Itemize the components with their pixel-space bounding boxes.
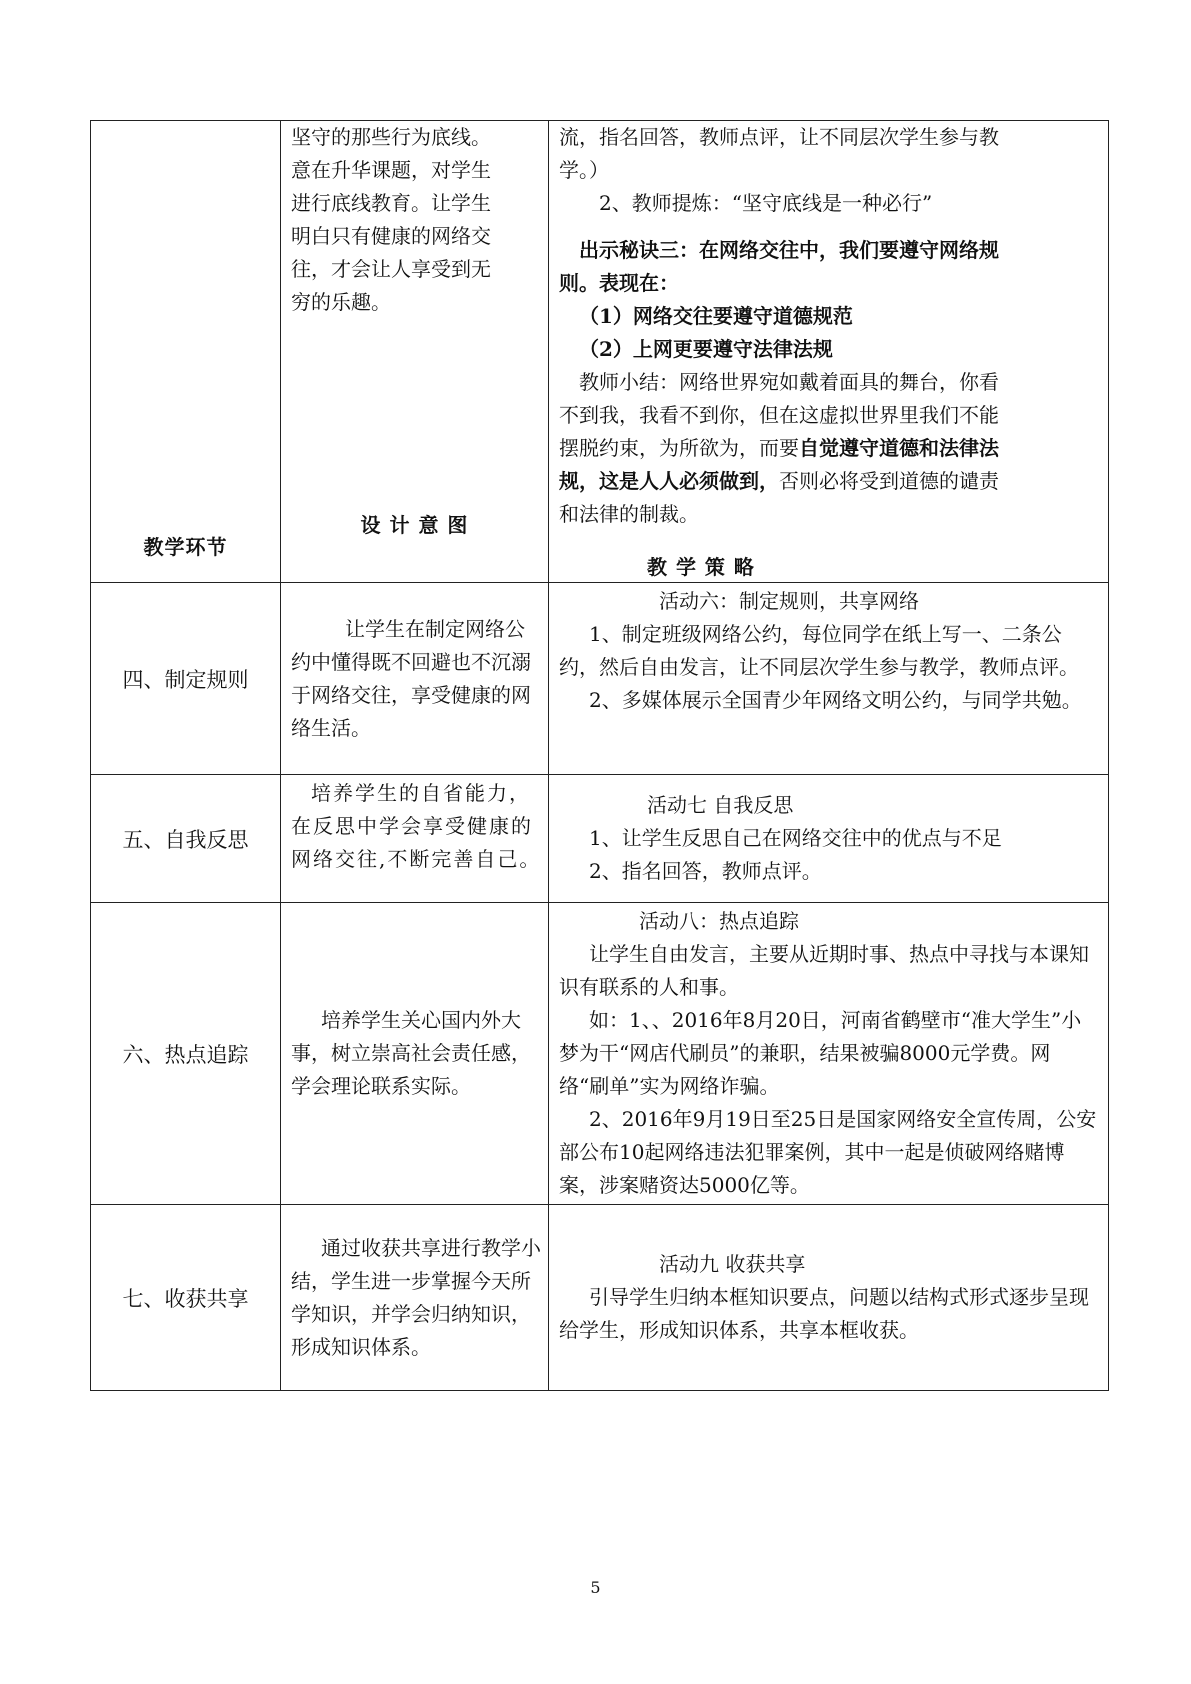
- header-intent-label: 设 计 意 图: [360, 513, 469, 537]
- strategy-line: 2、教师提炼：“坚守底线是一种必行”: [599, 191, 933, 215]
- summary-line: [559, 465, 1100, 498]
- intent-cell: [281, 1205, 549, 1391]
- summary-text: 摆脱约束，为所欲为，而要: [559, 436, 799, 460]
- intent-line: 往，才会让人享受到无: [291, 257, 491, 281]
- table-row: [91, 1205, 1109, 1391]
- lesson-plan-table: [90, 120, 1109, 1391]
- intent-text: 让学生在制定网络公约中懂得既不回避也不沉溺于网络交往，享受健康的网络生活。: [291, 616, 531, 740]
- strategy-line: 2、多媒体展示全国青少年网络文明公约，与同学共勉。: [589, 688, 1082, 712]
- strategy-line: 1、制定班级网络公约，每位同学在纸上写一、二条公约，然后自由发言，让不同层次学生参与教学，教师点评。: [559, 622, 1079, 679]
- strategy-cell: [549, 775, 1109, 903]
- intent-line: 坚守的那些行为底线。: [291, 125, 491, 149]
- strategy-line: 2、2016年9月19日至25日是国家网络安全宣传周，公安部公布10起网络违法犯罪案例，其中一起是侦破网络赌博案，涉案赌资达5000亿等。: [559, 1107, 1097, 1197]
- summary-line: 和法律的制裁。: [559, 502, 699, 526]
- strategy-cell: [549, 121, 1109, 583]
- summary-line: 不到我，我看不到你，但在这虚拟世界里我们不能: [559, 403, 999, 427]
- intent-text: 培养学生的自省能力，在反思中学会享受健康的网络交往,不断完善自己。: [291, 781, 542, 871]
- summary-line: 教师小结：网络世界宛如戴着面具的舞台，你看: [579, 370, 999, 394]
- intent-line: 意在升华课题，对学生: [291, 158, 491, 182]
- activity-title: 活动八：热点追踪: [639, 909, 799, 933]
- strategy-line: 引导学生归纳本框知识要点，问题以结构式形式逐步呈现给学生，形成知识体系，共享本框收获。: [559, 1285, 1089, 1342]
- strategy-cell: [549, 1205, 1109, 1391]
- page-number: 5: [590, 1578, 601, 1597]
- table-row: [91, 903, 1109, 1205]
- intent-line: 明白只有健康的网络交: [291, 224, 491, 248]
- intent-cell: [281, 121, 549, 583]
- secret-three-line: 出示秘诀三：在网络交往中，我们要遵守网络规: [579, 238, 999, 262]
- intent-text: 通过收获共享进行教学小结，学生进一步掌握今天所学知识，并学会归纳知识，形成知识体系。: [291, 1235, 541, 1359]
- strategy-line: 流，指名回答，教师点评，让不同层次学生参与教: [559, 125, 999, 149]
- stage-cell: 七、收获共享: [91, 1205, 281, 1391]
- intent-cell: [281, 583, 549, 775]
- strategy-line: 1、让学生反思自己在网络交往中的优点与不足: [589, 826, 1002, 850]
- strategy-line: 如：1、、2016年8月20日，河南省鹤壁市“准大学生”小梦为干“网店代刷员”的兼职，结果被骗8000元学费。网络“刷单”实为网络诈骗。: [559, 1008, 1082, 1098]
- intent-cell: [281, 903, 549, 1205]
- header-stage-label: 教学环节: [143, 535, 228, 559]
- stage-cell: 六、热点追踪: [91, 903, 281, 1205]
- summary-bold-text: 自觉遵守道德和法律法: [799, 436, 999, 460]
- header-cell-stage: [91, 121, 281, 583]
- strategy-cell: [549, 903, 1109, 1205]
- strategy-cell: [549, 583, 1109, 775]
- strategy-line: 让学生自由发言，主要从近期时事、热点中寻找与本课知识有联系的人和事。: [559, 942, 1089, 999]
- summary-bold-text: 规，这是人人必须做到，: [559, 469, 779, 493]
- secret-point: （1）网络交往要遵守道德规范: [579, 304, 853, 328]
- strategy-line: 2、指名回答，教师点评。: [589, 859, 822, 883]
- header-strategy-label: 教 学 策 略: [647, 555, 755, 579]
- intent-text: 培养学生关心国内外大事，树立崇高社会责任感，学会理论联系实际。: [291, 1008, 531, 1098]
- summary-line: [559, 432, 1100, 465]
- secret-point: （2）上网更要遵守法律法规: [579, 337, 833, 361]
- stage-cell: 五、自我反思: [91, 775, 281, 903]
- activity-title: 活动九 收获共享: [659, 1252, 806, 1276]
- table-row: [91, 775, 1109, 903]
- secret-three-line: 则。表现在：: [559, 271, 679, 295]
- table-row: [91, 583, 1109, 775]
- intent-cell: [281, 775, 549, 903]
- intent-line: 穷的乐趣。: [291, 290, 391, 314]
- activity-title: 活动六：制定规则，共享网络: [659, 589, 919, 613]
- intent-line: 进行底线教育。让学生: [291, 191, 491, 215]
- summary-text: 否则必将受到道德的谴责: [779, 469, 999, 493]
- table-row: [91, 121, 1109, 583]
- strategy-line: 学。）: [559, 158, 609, 182]
- stage-cell: 四、制定规则: [91, 583, 281, 775]
- activity-title: 活动七 自我反思: [647, 793, 794, 817]
